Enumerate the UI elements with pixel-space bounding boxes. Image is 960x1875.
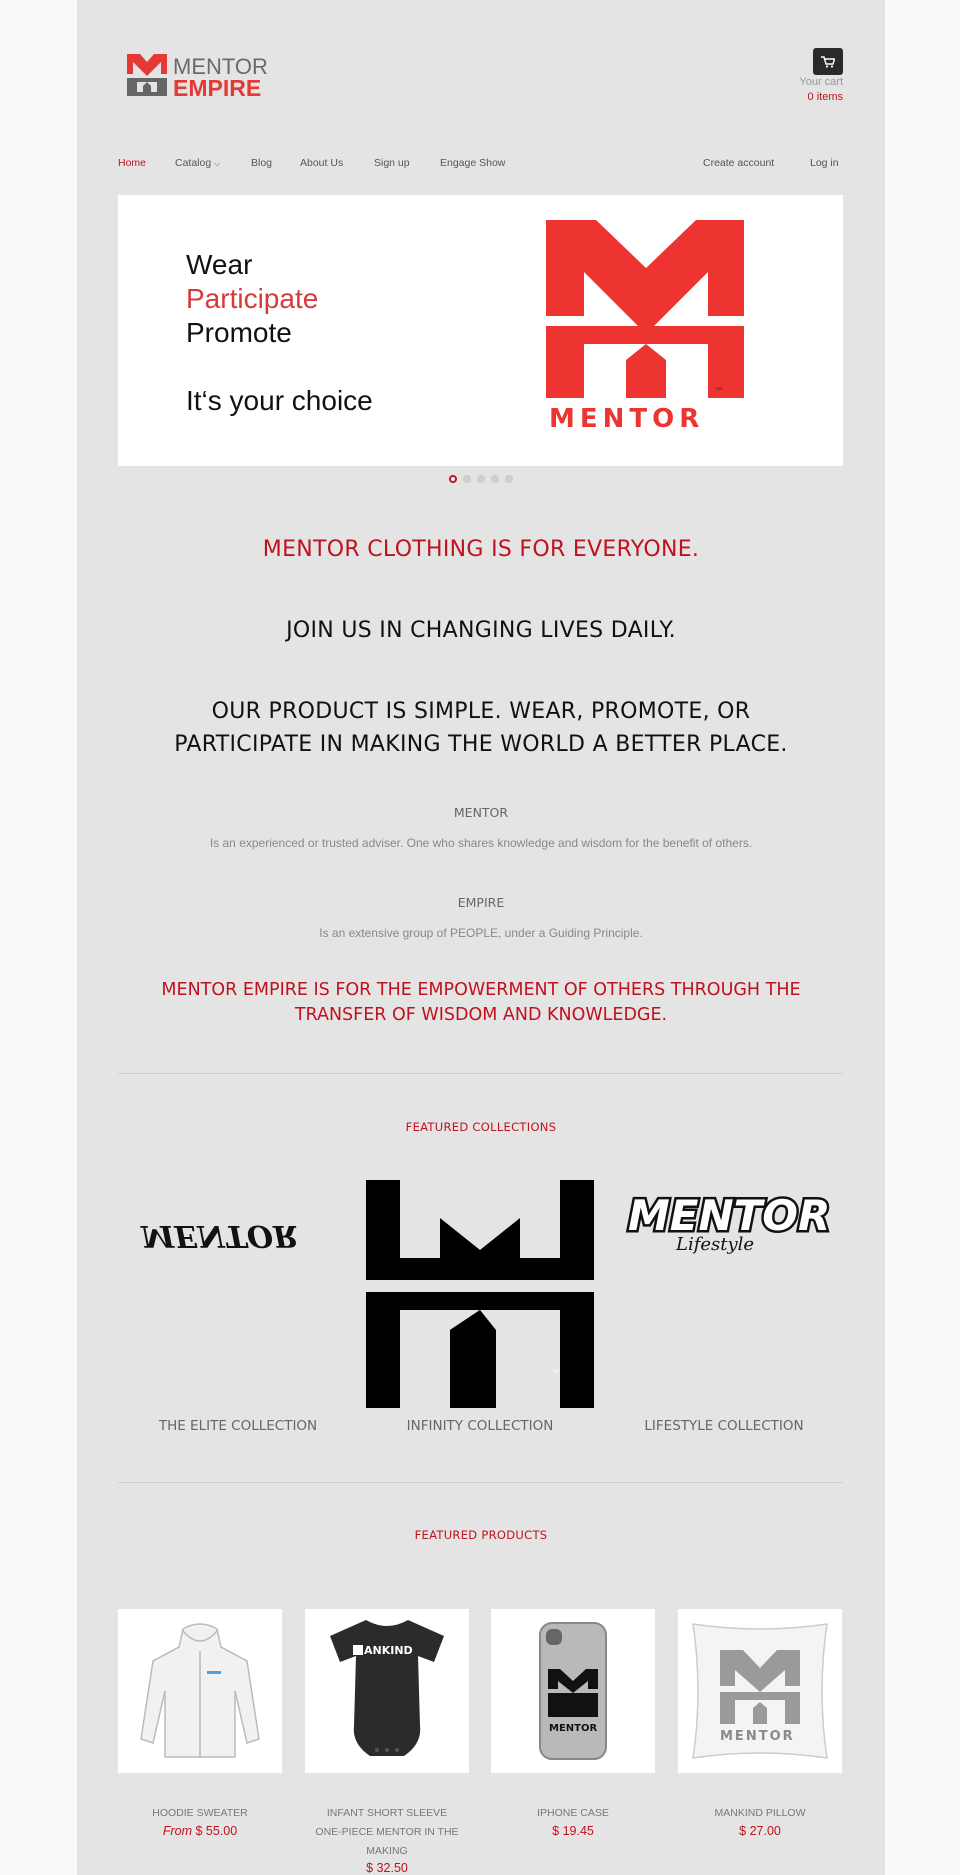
slider-dot[interactable]: [449, 475, 457, 483]
mission-line-b: TRANSFER OF WISDOM AND KNOWLEDGE.: [294, 1005, 668, 1025]
svg-text:MENTOR: MENTOR: [173, 54, 268, 79]
empire-definition-text: Is an extensive group of PEOPLE, under a Guiding Principle.: [319, 926, 643, 940]
product-image-pillow[interactable]: [678, 1609, 842, 1773]
page-container: [77, 0, 885, 1875]
slider-dots: [77, 475, 885, 483]
svg-text:MENTOR: MENTOR: [141, 1218, 298, 1253]
shopping-cart-icon: [821, 56, 835, 68]
nav-catalog[interactable]: [175, 157, 220, 169]
cart-label: Your cart: [799, 76, 843, 88]
slider-dot[interactable]: [491, 475, 499, 483]
svg-text:™: ™: [715, 387, 722, 394]
product-title[interactable]: [305, 1804, 469, 1861]
mentor-definition-title: MENTOR: [453, 805, 509, 820]
elite-collection-label[interactable]: THE ELITE COLLECTION: [158, 1418, 318, 1434]
product-image-onesie[interactable]: [305, 1609, 469, 1773]
elite-collection-logo[interactable]: [118, 1185, 358, 1265]
hero-line-participate: Participate: [186, 283, 319, 314]
headline-everyone: MENTOR CLOTHING IS FOR EVERYONE.: [262, 537, 700, 562]
mentor-brand-logo: [546, 220, 746, 430]
price-value: $ 55.00: [195, 1824, 238, 1838]
pillow-image: [685, 1616, 835, 1766]
infinity-collection-label[interactable]: INFINITY COLLECTION: [406, 1418, 554, 1434]
product-title-line: INFANT SHORT SLEEVE: [326, 1807, 448, 1819]
product-title[interactable]: HOODIE SWEATER: [152, 1807, 248, 1819]
svg-text:MENTOR: MENTOR: [549, 1723, 598, 1734]
product-title[interactable]: MANKIND PILLOW: [714, 1807, 806, 1819]
product-image-iphone-case[interactable]: [491, 1609, 655, 1773]
product-price: $ 27.00: [739, 1824, 781, 1838]
svg-text:™: ™: [551, 1368, 559, 1377]
svg-text:MENTOR: MENTOR: [628, 1191, 831, 1240]
svg-text:ANKIND: ANKIND: [364, 1644, 413, 1657]
featured-products-title: FEATURED PRODUCTS: [414, 1528, 548, 1542]
headline-join-us: JOIN US IN CHANGING LIVES DAILY.: [286, 618, 676, 643]
hero-line-choice: It‘s your choice: [186, 385, 373, 416]
nav-blog[interactable]: Blog: [251, 157, 273, 169]
cart-count-link[interactable]: 0 items: [807, 91, 843, 103]
chevron-down-icon: ⌵: [214, 159, 221, 168]
nav-catalog-label: Catalog: [175, 157, 212, 169]
headline-simple-a: OUR PRODUCT IS SIMPLE. WEAR, PROMOTE, OR: [211, 699, 751, 724]
lifestyle-collection-logo[interactable]: [604, 1180, 844, 1270]
headline-simple-b: PARTICIPATE IN MAKING THE WORLD A BETTER PLACE.: [174, 732, 788, 757]
lifestyle-collection-label[interactable]: LIFESTYLE COLLECTION: [644, 1418, 804, 1434]
nav-home[interactable]: Home: [118, 157, 147, 169]
product-price: [118, 1824, 282, 1838]
slider-dot[interactable]: [505, 475, 513, 483]
price-prefix: From: [162, 1824, 192, 1838]
nav-login[interactable]: Log in: [810, 157, 839, 169]
mission-line-a: MENTOR EMPIRE IS FOR THE EMPOWERMENT OF OTHERS THROUGH THE: [161, 980, 801, 1000]
svg-text:MENTOR: MENTOR: [720, 1729, 795, 1744]
mentor-definition-text: Is an experienced or trusted adviser. One who shares knowledge and wisdom for the benefit of others.: [209, 836, 753, 850]
product-title-line: ONE-PIECE MENTOR IN THE: [315, 1826, 459, 1838]
svg-text:Lifestyle: Lifestyle: [676, 1234, 755, 1255]
product-title[interactable]: IPHONE CASE: [537, 1807, 609, 1819]
nav-signup[interactable]: Sign up: [374, 157, 410, 169]
cart-button[interactable]: [813, 48, 843, 75]
product-title-line: MAKING: [366, 1845, 408, 1857]
site-logo[interactable]: [127, 54, 305, 98]
svg-text:MENTOR: MENTOR: [549, 404, 705, 430]
divider: [118, 1073, 843, 1074]
divider: [118, 1482, 843, 1483]
hero-slide[interactable]: [118, 195, 843, 466]
slider-dot[interactable]: [477, 475, 485, 483]
nav-about[interactable]: About Us: [300, 157, 344, 169]
featured-collections-title: FEATURED COLLECTIONS: [405, 1120, 557, 1134]
hero-line-wear: Wear: [186, 249, 253, 280]
iphone-case-image: [538, 1621, 608, 1761]
infinity-collection-logo[interactable]: [366, 1180, 594, 1408]
hoodie-image: [135, 1621, 265, 1761]
product-price: $ 19.45: [552, 1824, 594, 1838]
nav-create-account[interactable]: Create account: [703, 157, 775, 169]
slider-dot[interactable]: [463, 475, 471, 483]
svg-text:EMPIRE: EMPIRE: [173, 75, 262, 98]
empire-definition-title: EMPIRE: [457, 895, 505, 910]
product-image-hoodie[interactable]: [118, 1609, 282, 1773]
product-price: $ 32.50: [366, 1861, 408, 1875]
mentor-m-icon: [127, 54, 305, 98]
hero-line-promote: Promote: [186, 317, 292, 348]
onesie-image: [322, 1616, 452, 1766]
nav-engage-show[interactable]: Engage Show: [440, 157, 506, 169]
